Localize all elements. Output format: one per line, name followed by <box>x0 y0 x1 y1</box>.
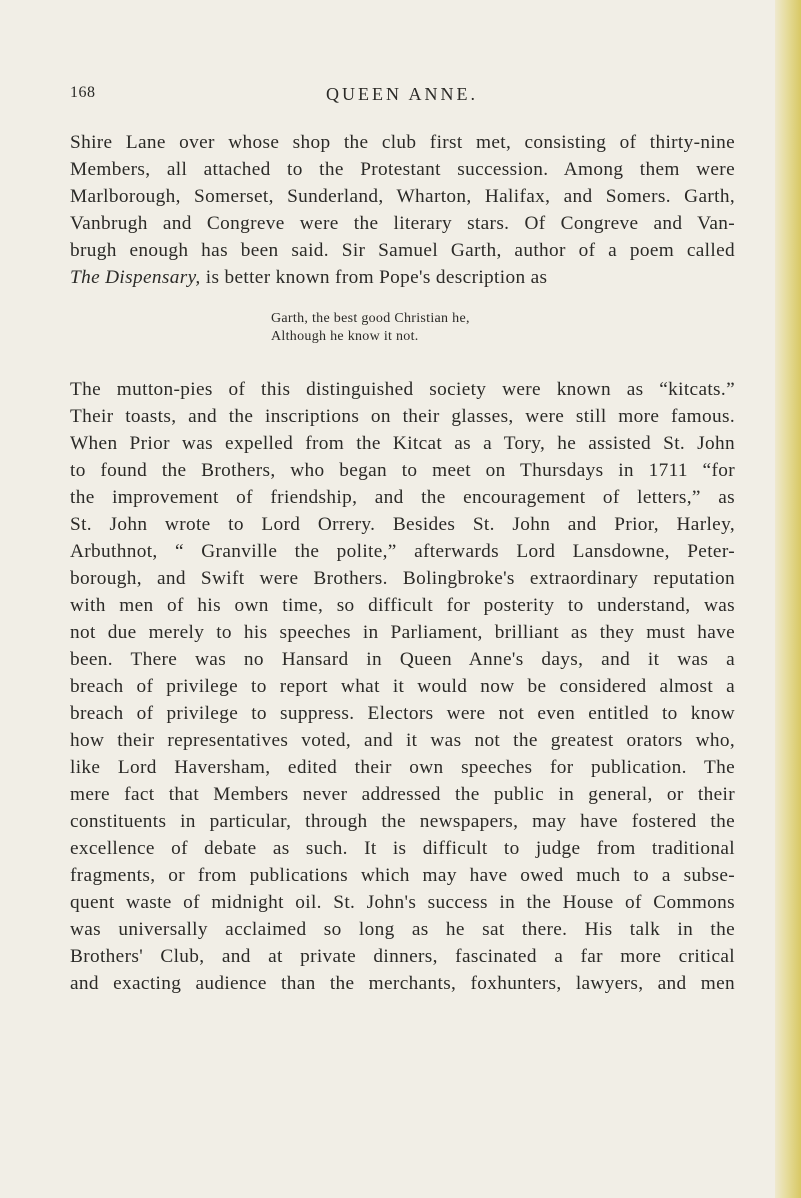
text-line: breach of privilege to suppress. Electors were not even entitled to know <box>70 703 735 724</box>
text-line: and exacting audience than the merchants, foxhunters, lawyers, and men <box>70 973 735 994</box>
page-number: 168 <box>70 84 96 101</box>
text-line: Brothers' Club, and at private dinners, fascinated a far more critical <box>70 946 735 967</box>
text-line: mere fact that Members never addressed the public in general, or their <box>70 784 735 805</box>
text-line: the improvement of friendship, and the encouragement of letters,” as <box>70 487 735 508</box>
text-line: fragments, or from publications which may have owed much to a subse- <box>70 865 735 886</box>
text-line: When Prior was expelled from the Kitcat as a Tory, he assisted St. John <box>70 433 735 454</box>
text-line: breach of privilege to report what it would now be considered almost a <box>70 676 735 697</box>
text-line: borough, and Swift were Brothers. Bolingbroke's extraordinary reputation <box>70 568 735 589</box>
text-line <box>70 266 547 290</box>
book-title: The Dispensary, <box>70 267 201 288</box>
text-line-rest: is better known from Pope's description as <box>200 267 548 288</box>
text-line: Marlborough, Somerset, Sunderland, Wharton, Halifax, and Somers. Garth, <box>70 186 735 207</box>
text-line: constituents in particular, through the newspapers, may have fostered the <box>70 811 735 832</box>
text-line: Shire Lane over whose shop the club first met, consisting of thirty-nine <box>70 132 735 153</box>
text-line: excellence of debate as such. It is difficult to judge from traditional <box>70 838 735 859</box>
page-edge <box>775 0 801 1198</box>
running-title: QUEEN ANNE. <box>326 84 478 104</box>
text-line: to found the Brothers, who began to meet on Thursdays in 1711 “for <box>70 460 735 481</box>
text-line: Vanbrugh and Congreve were the literary stars. Of Congreve and Van- <box>70 213 735 234</box>
text-line: how their representatives voted, and it was not the greatest orators who, <box>70 730 735 751</box>
text-line: The mutton-pies of this distinguished society were known as “kitcats.” <box>70 379 735 400</box>
text-line: St. John wrote to Lord Orrery. Besides St. John and Prior, Harley, <box>70 514 735 535</box>
text-line: like Lord Haversham, edited their own speeches for publication. The <box>70 757 735 778</box>
verse-line: Garth, the best good Christian he, <box>271 311 470 326</box>
page-header <box>70 84 734 108</box>
text-line: been. There was no Hansard in Queen Anne's days, and it was a <box>70 649 735 670</box>
text-line: Their toasts, and the inscriptions on their glasses, were still more famous. <box>70 406 735 427</box>
text-line: was universally acclaimed so long as he sat there. His talk in the <box>70 919 735 940</box>
text-line: Members, all attached to the Protestant succession. Among them were <box>70 159 735 180</box>
text-line: with men of his own time, so difficult for posterity to understand, was <box>70 595 735 616</box>
verse-line: Although he know it not. <box>271 329 419 344</box>
text-line: brugh enough has been said. Sir Samuel Garth, author of a poem called <box>70 240 735 261</box>
text-line: not due merely to his speeches in Parliament, brilliant as they must have <box>70 622 735 643</box>
text-line: Arbuthnot, “ Granville the polite,” afterwards Lord Lansdowne, Peter- <box>70 541 735 562</box>
text-line: quent waste of midnight oil. St. John's success in the House of Commons <box>70 892 735 913</box>
